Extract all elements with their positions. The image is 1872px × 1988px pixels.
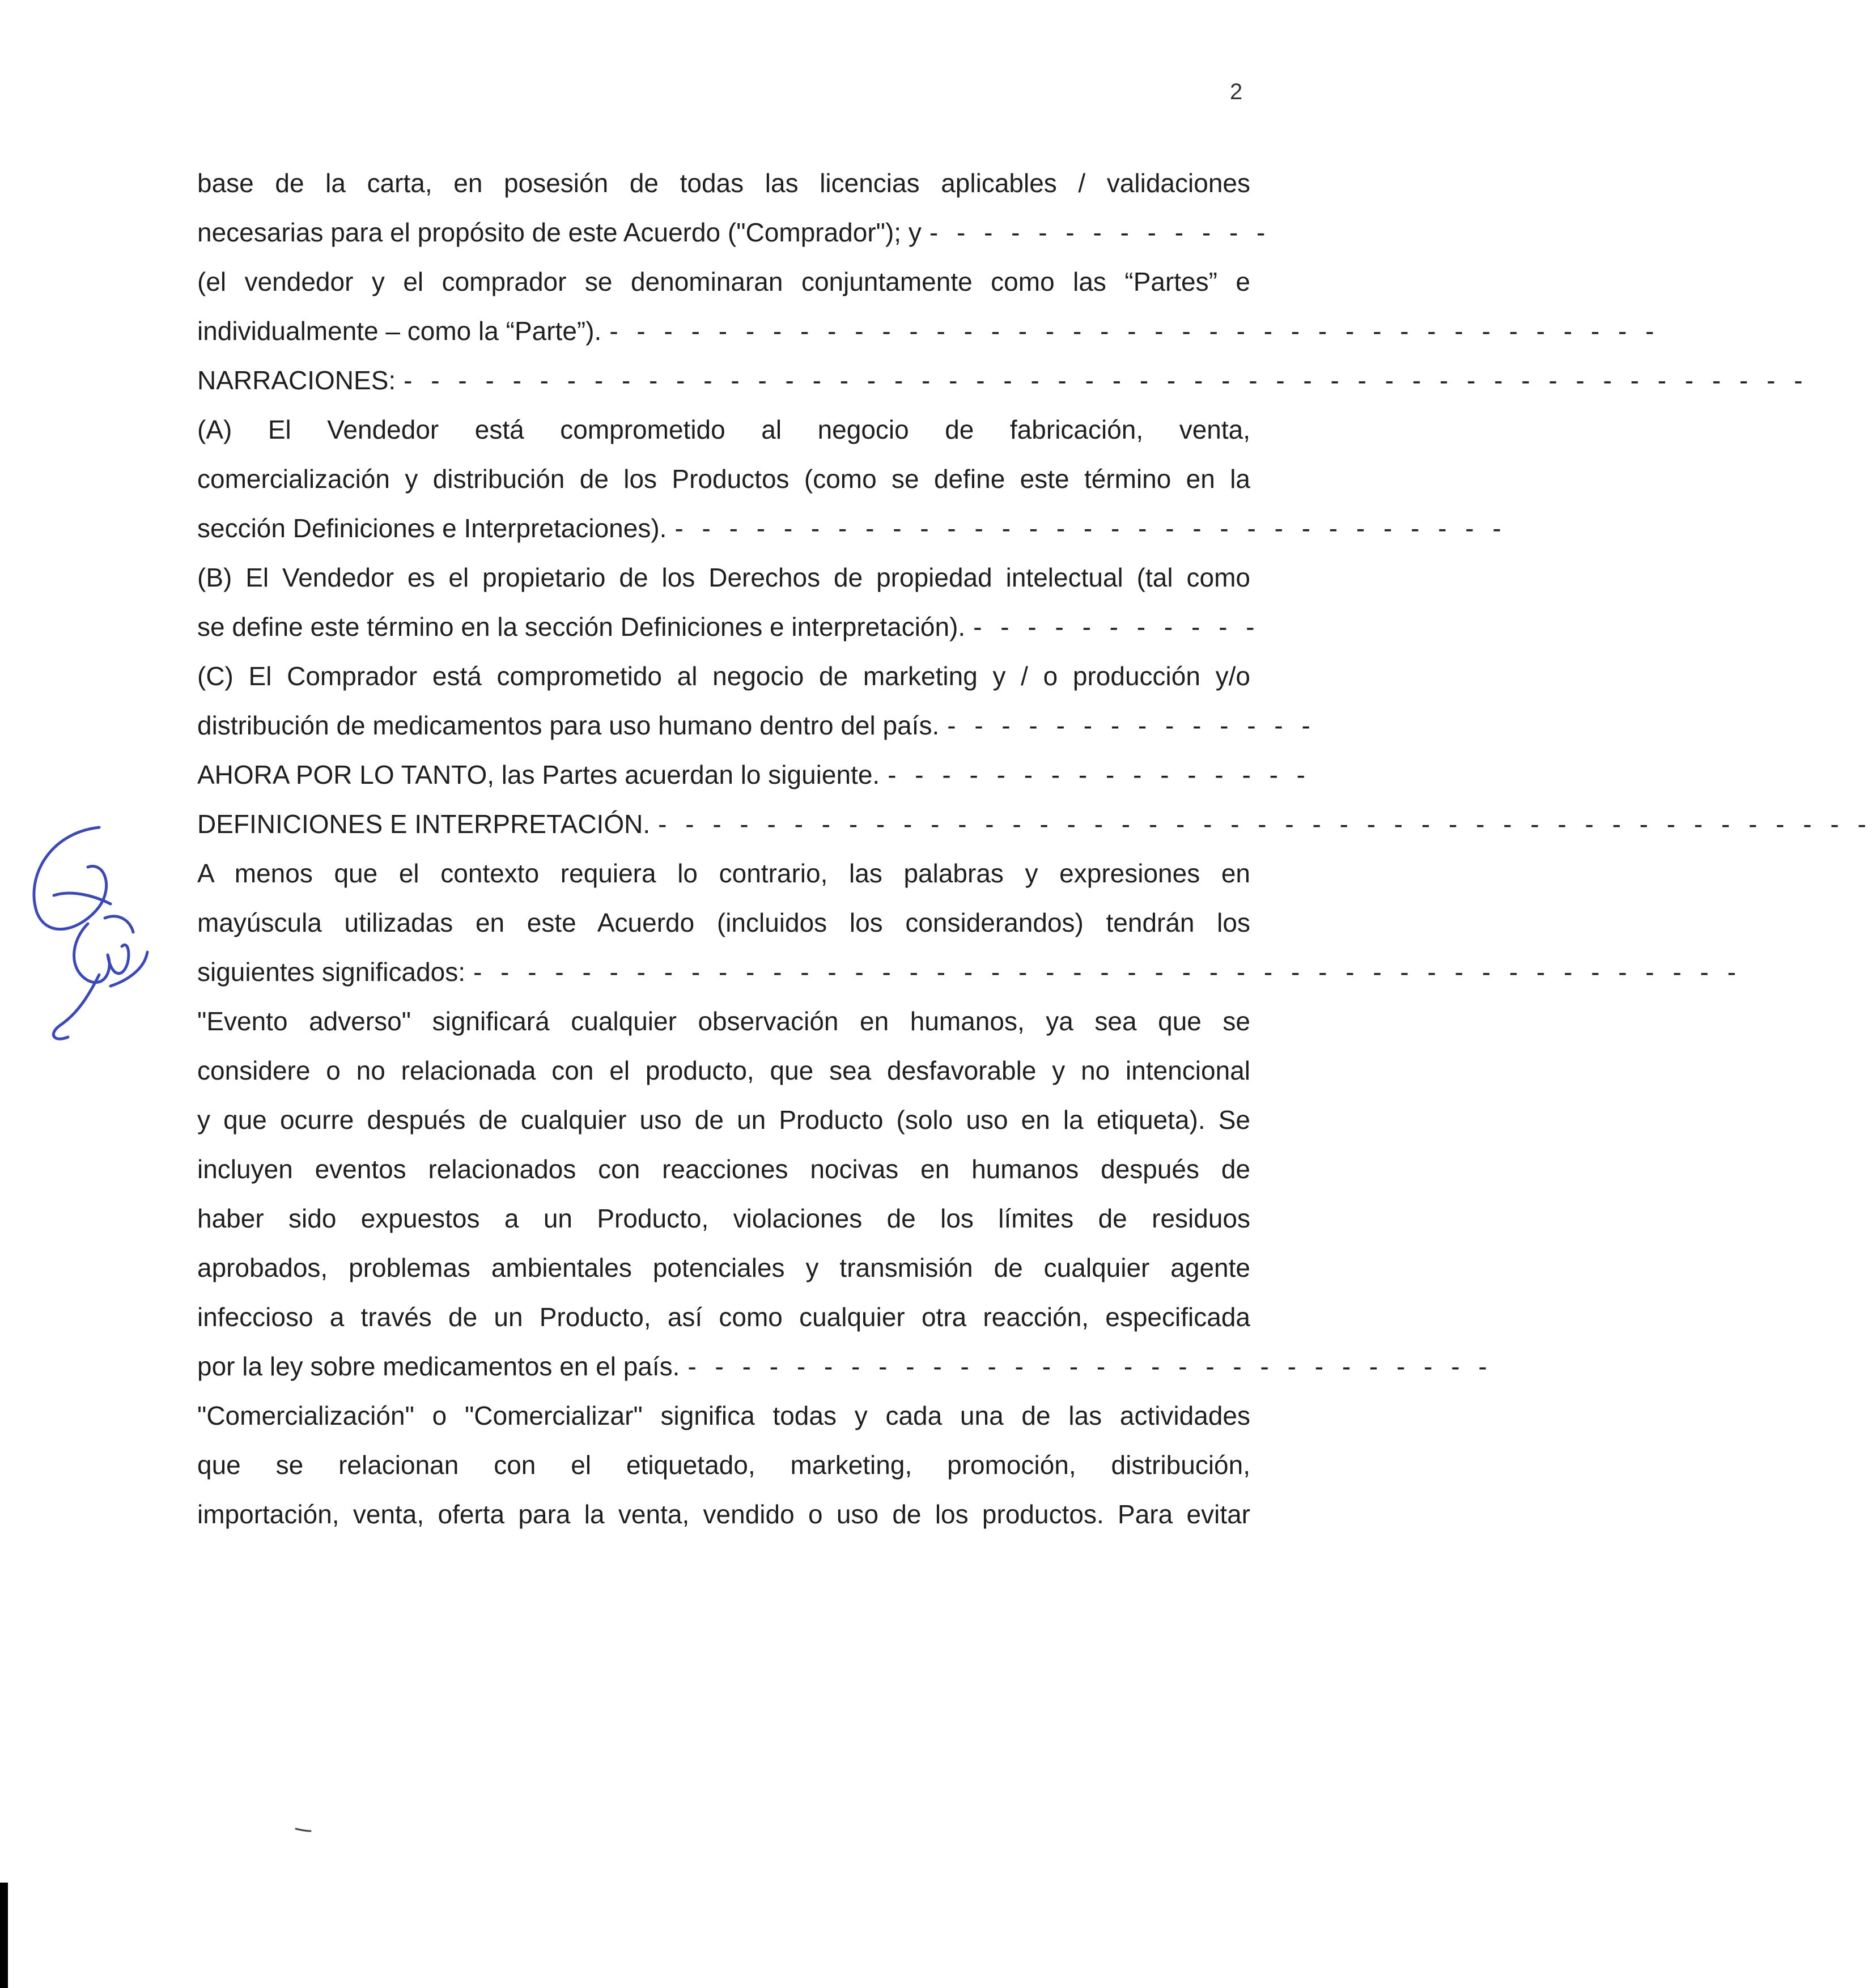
line-text: distribución de medicamentos para uso humano dentro del país. (197, 711, 940, 740)
dash-leader: - - - - - - - - - - - - - (929, 218, 1271, 247)
text-line: "Evento adverso" significará cualquier observación en humanos, ya sea que se (197, 1006, 1250, 1036)
line-text: por la ley sobre medicamentos en el país. (197, 1352, 680, 1381)
line-text: necesarias para el propósito de este Acuerdo ("Comprador"); y (197, 218, 922, 247)
stray-mark (295, 1828, 312, 1832)
text-line: base de la carta, en posesión de todas las licencias aplicables / validaciones (197, 168, 1250, 198)
dash-leader: - - - - - - - - - - - - - - (947, 711, 1316, 740)
text-line (197, 607, 1260, 656)
text-line: (A) El Vendedor está comprometido al negocio de fabricación, venta, (197, 415, 1250, 444)
section-heading (197, 804, 1872, 853)
text-line (197, 1346, 1493, 1396)
text-line (197, 755, 1311, 804)
line-text: individualmente – como la “Parte”). (197, 316, 602, 346)
line-text: DEFINICIONES E INTERPRETACIÓN. (197, 809, 651, 839)
text-line (197, 706, 1316, 755)
text-line: mayúscula utilizadas en este Acuerdo (incluidos los considerandos) tendrán los (197, 908, 1250, 937)
text-line: y que ocurre después de cualquier uso de un Producto (solo uso en la etiqueta). Se (197, 1105, 1250, 1135)
page-number: 2 (1230, 79, 1243, 104)
text-line: incluyen eventos relacionados con reacciones nocivas en humanos después de (197, 1154, 1250, 1184)
text-line: haber sido expuestos a un Producto, violaciones de los límites de residuos (197, 1204, 1250, 1233)
scan-edge-bar (0, 1883, 8, 1988)
text-line: que se relacionan con el etiquetado, marketing, promoción, distribución, (197, 1450, 1250, 1480)
line-text: NARRACIONES: (197, 366, 396, 395)
text-line: "Comercialización" o "Comercializar" significa todas y cada una de las actividades (197, 1401, 1250, 1430)
text-line: comercialización y distribución de los Productos (como se define este término en la (197, 464, 1250, 494)
dash-leader: - - - - - - - - - - - - - - - - - - - - - - - - - - - - - - (687, 1352, 1493, 1381)
dash-leader: - - - - - - - - - - - - - - - - - - - - - - - - - - - - - - - (674, 513, 1507, 543)
dash-leader: - - - - - - - - - - - - - - - - - - - - - - - - - - - - - - - - - - - - - - - (609, 316, 1660, 346)
line-text: se define este término en la sección Definiciones e interpretación). (197, 612, 966, 642)
text-line: infeccioso a través de un Producto, así como cualquier otra reacción, especificada (197, 1302, 1250, 1332)
dash-leader: - - - - - - - - - - - - - - - - (888, 760, 1311, 789)
text-line: (B) El Vendedor es el propietario de los Derechos de propiedad intelectual (tal como (197, 563, 1250, 592)
dash-leader: - - - - - - - - - - - - - - - - - - - - - - - - - - - - - - - - - - - - - - - - - - - - - - - (473, 957, 1742, 987)
text-line (197, 213, 1271, 262)
text-line: (el vendedor y el comprador se denominaran conjuntamente como las “Partes” e (197, 267, 1250, 296)
dash-leader: - - - - - - - - - - - (973, 612, 1260, 642)
line-text: sección Definiciones e Interpretaciones). (197, 513, 667, 543)
line-text: AHORA POR LO TANTO, las Partes acuerdan lo siguiente. (197, 760, 880, 789)
text-line: aprobados, problemas ambientales potenciales y transmisión de cualquier agente (197, 1253, 1250, 1282)
text-line (197, 508, 1507, 558)
document-body (197, 163, 1872, 1544)
dash-leader: - - - - - - - - - - - - - - - - - - - - - - - - - - - - - - - - - - - - - - - - - - - - - - - - - - - - (404, 366, 1809, 395)
text-line: A menos que el contexto requiera lo contrario, las palabras y expresiones en (197, 859, 1250, 888)
section-heading (197, 360, 1809, 410)
text-line (197, 952, 1742, 1001)
text-line: (C) El Comprador está comprometido al negocio de marketing y / o producción y/o (197, 661, 1250, 691)
handwritten-signature (14, 810, 162, 1054)
line-text: siguientes significados: (197, 957, 466, 987)
text-line: considere o no relacionada con el producto, que sea desfavorable y no intencional (197, 1056, 1250, 1085)
text-line (197, 311, 1660, 360)
dash-leader: - - - - - - - - - - - - - - - - - - - - - - - - - - - - - - - - - - - - - - - - - - - - - (658, 809, 1872, 839)
text-line: importación, venta, oferta para la venta, vendido o uso de los productos. Para evitar (197, 1500, 1250, 1529)
